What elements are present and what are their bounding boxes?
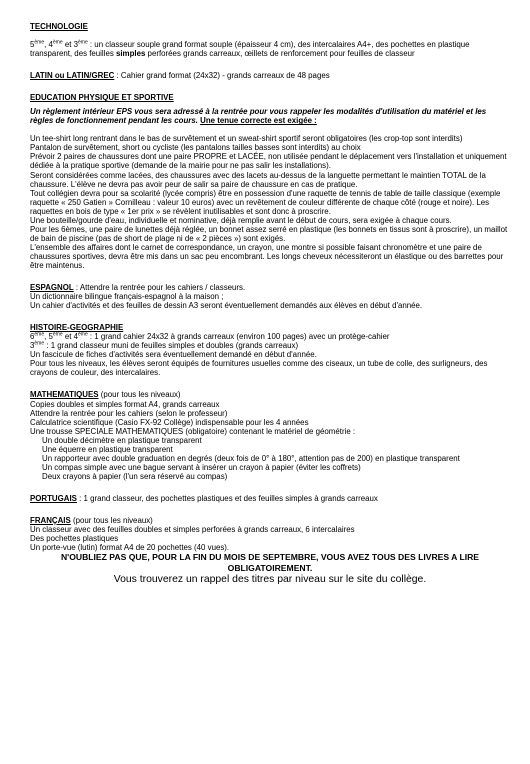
maths-sub-line: Un rapporteur avec double graduation en degrés (deux fois de 0° à 180°, attention pas de 200) en plastique transparent — [42, 453, 460, 463]
francais-heading-line: FRANÇAIS (pour tous les niveaux) — [30, 515, 153, 525]
francais-line: Un porte-vue (lutin) format A4 de 20 pochettes (40 vues). — [30, 543, 230, 553]
maths-sub-line: Une équerre en plastique transparent — [42, 444, 173, 454]
eps-para: Prévoir 2 paires de chaussures dont une paire PROPRE et LACÉE, non utilisée pendant le déplacement vers l'installation et uniquement dédiée à la pratique sportive (demande de la mairie pour ne pas salir les installations). — [30, 152, 507, 171]
histoire-line: Un fascicule de fiches d'activités sera éventuellement demandé en début d'année. — [30, 350, 317, 360]
document-page — [30, 22, 510, 586]
eps-intro: Un règlement intérieur EPS vous sera adressé à la rentrée pour vous rappeler les modalités d'utilisation du matériel et les règles de fonctionnement pendant les cours. Une tenue correcte est exigée : — [30, 107, 487, 126]
espagnol-line: Un cahier d'activités et des feuilles de dessin A3 seront éventuellement demandés aux élèves en début d'année. — [30, 301, 423, 311]
maths-heading-line: MATHEMATIQUES (pour tous les niveaux) — [30, 390, 181, 400]
eps-para: Pour les 6èmes, une paire de lunettes déjà réglée, un bonnet assez serré en plastique (les bonnets en tissus sont à proscrire), un maillot de bain de piscine (pas de short de plage ni de « 2 pièces ») sont exigés. — [30, 224, 508, 243]
maths-line: Attendre la rentrée pour les cahiers (selon le professeur) — [30, 408, 228, 418]
section-heading-latin: LATIN ou LATIN/GREC — [30, 71, 115, 81]
eps-para: Pantalon de survêtement, short ou cycliste (les pantalons tailles basses sont interdits) au choix — [30, 143, 361, 153]
maths-sub-line: Un compas simple avec une bague servant à insérer un crayon à papier (éviter les coffrets) — [42, 462, 361, 472]
francais-line: Un classeur avec des feuilles doubles et simples perforées à grands carreaux, 6 intercalaires — [30, 525, 355, 535]
maths-line: Copies doubles et simples format A4, grands carreaux — [30, 399, 220, 409]
section-heading-portugais: PORTUGAIS — [30, 493, 77, 503]
website-reminder: Vous trouverez un rappel des titres par niveau sur le site du collège. — [113, 574, 427, 586]
eps-para: L'ensemble des affaires dont le carnet de correspondance, un crayon, une montre si possible faisant chronomètre et une paire de chaussures sportives, devra être mis dans un sac peu encombrant. Les longs cheveux nécessiteront un élastique ou des barrettes pour être maintenus. — [30, 242, 504, 270]
espagnol-line: ESPAGNOL : Attendre la rentrée pour les cahiers / classeurs. — [30, 283, 246, 293]
eps-para: Seront considérées comme lacées, des chaussures avec des lacets au-dessus de la languette permettant le maintien TOTAL de la chaussure. L'élève ne devra pas avoir peur de salir sa paire de chaussure en cas de pratique. — [30, 170, 486, 189]
histoire-line: 6ème, 5ème et 4ème : 1 grand cahier 24x32 à grands carreaux (environ 100 pages) avec un protège-cahier — [30, 331, 390, 342]
technologie-text: 5ème, 4ème et 3ème : un classeur souple grand format souple (épaisseur 4 cm), des intercalaires A4+, des pochettes en plastique transparent, des feuilles simples perforées grands carreaux, œillets de renforcement pour feuilles de classeur — [30, 39, 470, 59]
maths-line: Calculatrice scientifique (Casio FX-92 Collège) indispensable pour les 4 années — [30, 417, 309, 427]
maths-sub-line: Un double décimètre en plastique transparent — [42, 435, 202, 445]
eps-para: Un tee-shirt long rentrant dans le bas de survêtement et un sweat-shirt sportif seront obligatoires (les crop-top sont interdits) — [30, 134, 463, 144]
maths-line: Une trousse SPECIALE MATHEMATIQUES (obligatoire) contenant le matériel de géométrie : — [30, 426, 356, 436]
section-heading-maths: MATHEMATIQUES — [30, 390, 99, 400]
section-heading-technologie: TECHNOLOGIE — [30, 22, 88, 31]
section-heading-espagnol: ESPAGNOL — [30, 283, 74, 293]
histoire-line: 3ème : 1 grand classeur muni de feuilles simples et doubles (grands carreaux) — [30, 340, 299, 351]
histoire-line: Pour tous les niveaux, les élèves seront équipés de fournitures usuelles comme des ciseaux, un tube de colle, des surligneurs, des crayons de couleur, des intercalaires. — [30, 359, 488, 378]
latin-text: LATIN ou LATIN/GREC : Cahier grand format (24x32) - grands carreaux de 48 pages — [30, 71, 330, 81]
francais-line: Des pochettes plastiques — [30, 534, 119, 544]
eps-para: Tout collégien devra pour sa scolarité (lycée compris) être en possession d'une raquette de tennis de table de taille classique (exemple raquette « 250 Gatien » Cornilleau : valeur 10 euros) avec un revêtement de couleur différente de chaque côté (rouge et noire). Les raquettes en bois de type « 1er prix » se révèlent inutilisables et sont donc à proscrire. — [30, 188, 501, 216]
section-heading-francais: FRANÇAIS — [30, 515, 71, 525]
section-heading-histoire: HISTOIRE-GEOGRAPHIE — [30, 323, 124, 333]
espagnol-line: Un dictionnaire bilingue français-espagnol à la maison ; — [30, 292, 224, 302]
portugais-line: PORTUGAIS : 1 grand classeur, des pochettes plastiques et des feuilles simples à grands carreaux — [30, 493, 378, 503]
reading-notice: N'OUBLIEZ PAS QUE, POUR LA FIN DU MOIS DE SEPTEMBRE, VOUS AVEZ TOUS DES LIVRES A LIRE OBLIGATOIREMENT. — [60, 552, 480, 574]
maths-sub-line: Deux crayons à papier (l'un sera réservé au compas) — [42, 471, 228, 481]
eps-para: Une bouteille/gourde d'eau, individuelle et nominative, déjà remplie avant le début de cours, sera exigée à chaque cours. — [30, 215, 452, 225]
section-heading-eps: EDUCATION PHYSIQUE ET SPORTIVE — [30, 93, 174, 103]
